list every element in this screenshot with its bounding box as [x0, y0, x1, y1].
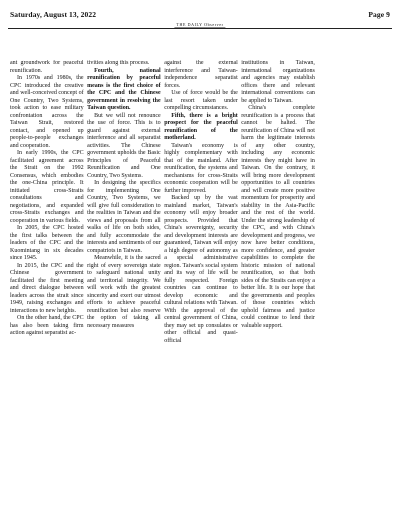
- article-paragraph: Backed up by the vast mainland market, Taiwan's economy will enjoy broader prospects. Provided that China's sovereignty, security and development interests are guaranteed, Taiwan will enjoy a high degree of autonomy as a special administrative region. Taiwan's social system and its way of life will be fully respected. Foreign countries can continue to develop economic and cultural relations with Taiwan. With the approval of the central government of China, they may set up consulates or other official and quasi-official: [164, 195, 238, 344]
- article-paragraph: In designing the specifics for implementing One Country, Two Systems, we will give full consideration to the realities in Taiwan and the views and proposals from all walks of life on both sides, and fully accommodate the interests and sentiments of our compatriots in Taiwan.: [87, 180, 161, 254]
- article-body: [10, 60, 392, 512]
- article-paragraph: But we will not renounce the use of force. This is to guard against external interference and all separatist activities. The Chinese government upholds the Basic Principles of Peaceful Reunification and One Country, Two Systems.: [87, 112, 161, 179]
- article-paragraph: institutions in Taiwan, international organizations and agencies may establish offices there and relevant international conventions can be applied to Taiwan.: [241, 60, 315, 104]
- page-number: Page 9: [368, 10, 390, 19]
- article-column: [241, 60, 315, 512]
- article-paragraph: Meanwhile, it is the sacred right of every sovereign state to safeguard national unity and territorial integrity. We will work with the greatest sincerity and exert our utmost efforts to achieve peaceful reunification but also reserve the option of taking all necessary measures: [87, 255, 161, 329]
- masthead: THE DAILY Observer: [176, 22, 224, 27]
- article-paragraph: Fourth, national reunification by peaceful means is the first choice of the CPC and the Chinese government in resolving the Taiwan question.: [87, 67, 161, 111]
- article-column: [164, 60, 238, 512]
- article-paragraph: China's complete reunification is a process that cannot be halted. The reunification of China will not harm the legitimate interests of any other country, including any economic interests they might have in Taiwan. On the contrary, it will bring more development opportunities to all countries and will create more positive momentum for prosperity and stability in the Asia-Pacific and the rest of the world. Under the strong leadership of the CPC, and with China's development and progress, we now have better conditions, more confidence, and greater capabilities to complete the historic mission of national reunification, so that both sides of the Straits can enjoy a better life. It is our hope that the governments and peoples of those countries which uphold fairness and justice could continue to lend their valuable support.: [241, 105, 315, 329]
- article-paragraph: On the other hand, the CPC has also been taking firm action against separatist ac-: [10, 315, 84, 336]
- article-column: [87, 60, 161, 512]
- article-paragraph: against the external interference and Taiwan-independence separatist forces.: [164, 60, 238, 89]
- article-paragraph: In early 1990s, the CPC facilitated agreement across the Strait on the 1992 Consensus, which embodies the one-China principle. It initiated cross-Straits consultations and negotiations, and expanded cross-Straits exchanges and cooperation in various fields.: [10, 150, 84, 224]
- header-date: Saturday, August 13, 2022: [10, 10, 97, 19]
- article-column: [10, 60, 84, 512]
- article-paragraph: In 2015, the CPC and the Chinese government facilitated the first meeting and direct dialogue between leaders across the strait since 1949, raising exchanges and interactions to new heights.: [10, 262, 84, 314]
- article-paragraph: In 1970s and 1980s, the CPC introduced the creative and well-conceived concept of One Country, Two Systems, took action to ease military confrontation across the Taiwan Strait, restored contact, and opened up people-to-people exchanges and cooperation.: [10, 75, 84, 149]
- article-paragraph: Fifth, there is a bright prospect for the peaceful reunification of the motherland.: [164, 112, 238, 141]
- article-paragraph: Taiwan's economy is highly complementary with that of the mainland. After reunification, the systems and mechanisms for cross-Straits economic cooperation will be further improved.: [164, 142, 238, 194]
- article-paragraph: In 2005, the CPC hosted the first talks between the leaders of the CPC and the Kuomintang in six decades since 1945.: [10, 225, 84, 261]
- article-paragraph: tivities along this process.: [87, 60, 150, 66]
- article-paragraph: Use of force would be the last resort taken under compelling circumstances.: [164, 90, 238, 111]
- article-column: [318, 60, 392, 512]
- article-paragraph: ant groundwork for peaceful reunification.: [10, 60, 84, 74]
- page-header: [8, 8, 392, 29]
